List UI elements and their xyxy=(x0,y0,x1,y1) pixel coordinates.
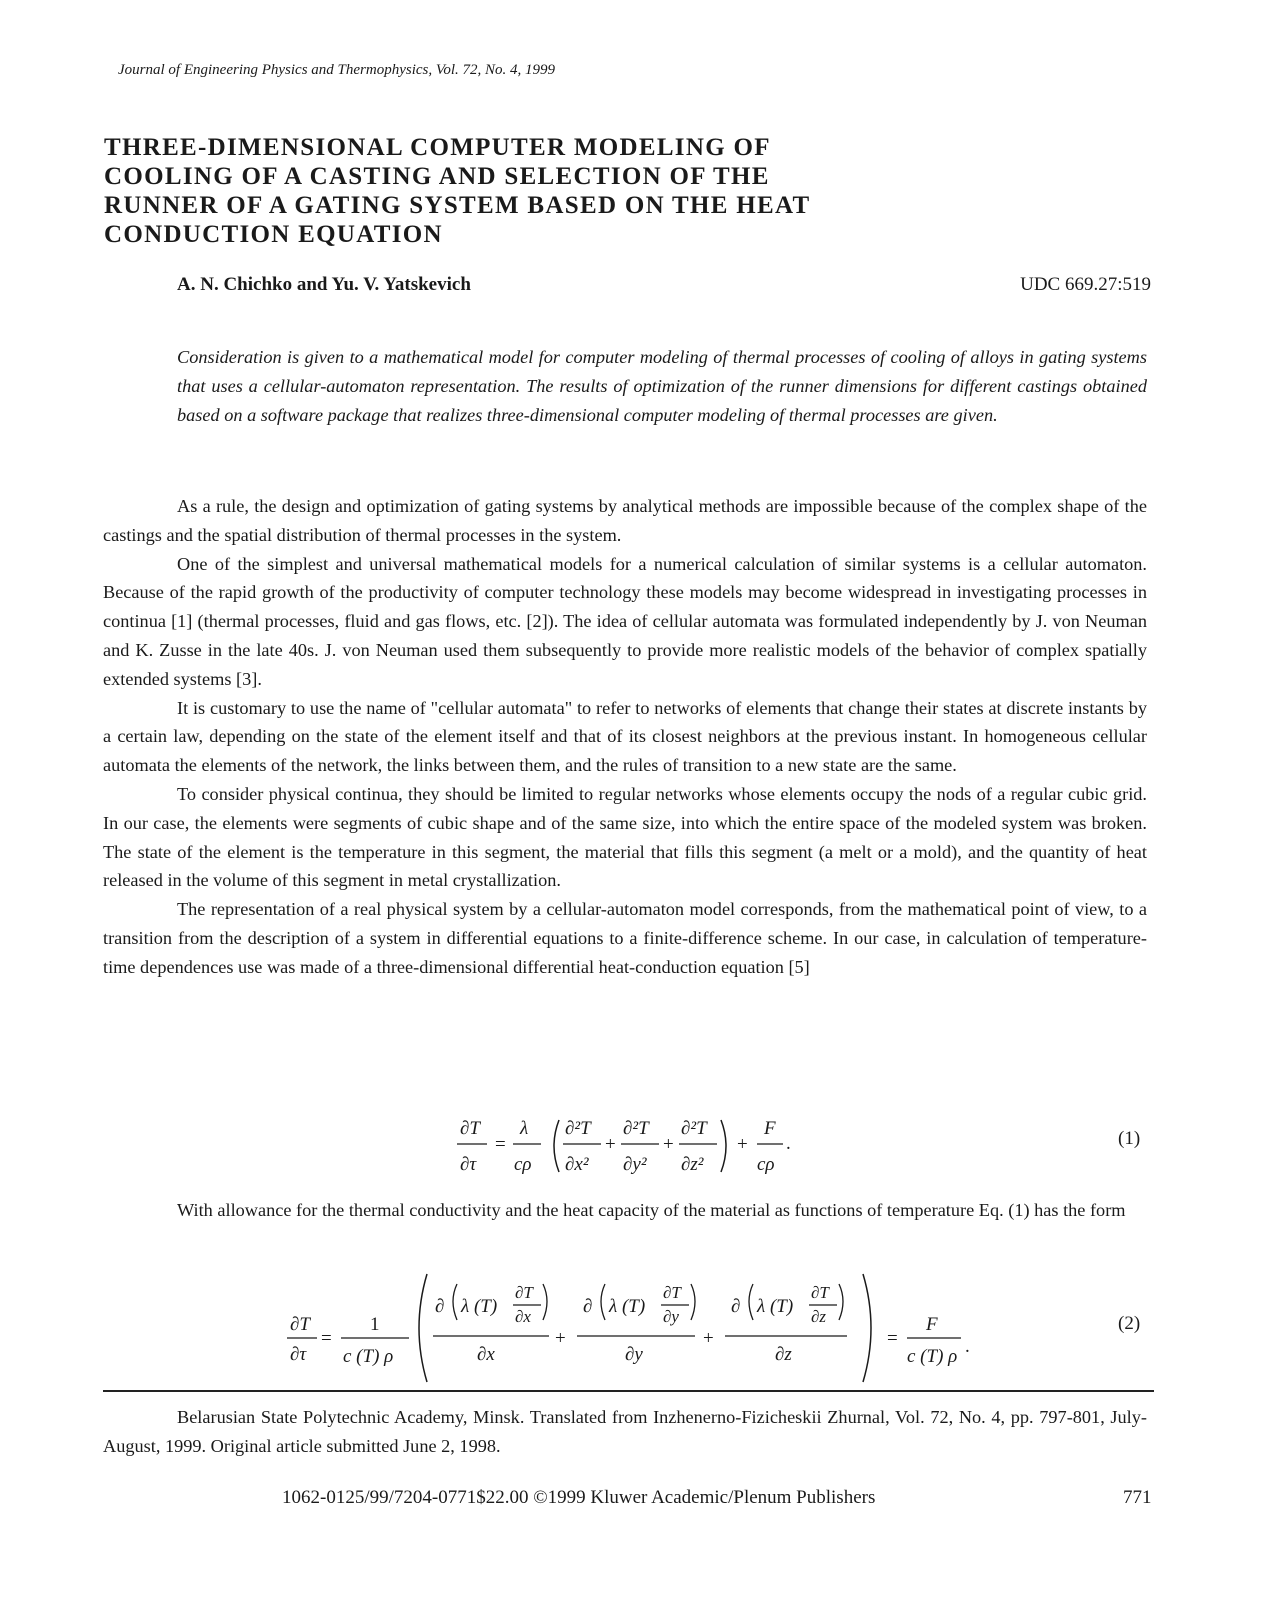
journal-header: Journal of Engineering Physics and Thermophysics, Vol. 72, No. 4, 1999 xyxy=(118,62,556,78)
eq2-partial-x: ∂ xyxy=(435,1296,445,1317)
eq1-c-rho: cρ xyxy=(514,1154,532,1175)
eq1-period: . xyxy=(786,1133,791,1154)
eq2-dx-inner: ∂x xyxy=(515,1307,531,1326)
eq1-d2T-y: ∂²T xyxy=(623,1118,649,1139)
eq2-dy: ∂y xyxy=(625,1344,643,1365)
eq1-plus: + xyxy=(663,1134,674,1155)
paragraph: The representation of a real physical system by a cellular-automaton model corresponds, from the mathematical point of view, to a transition from the description of a system in differential equations to a finite-difference scheme. In our case, in calculation of temperature-time dependences use was made of a three-dimensional differential heat-conduction equation [5] xyxy=(103,899,1147,977)
eq1-d2T-z: ∂²T xyxy=(681,1118,707,1139)
affiliation-text: Belarusian State Polytechnic Academy, Minsk. Translated from Inzhenerno-Fizicheskii Zhurnal, Vol. 72, No. 4, pp. 797-801, July-August, 1999. Original article submitted June 2, 1998. xyxy=(103,1407,1147,1456)
issn-copyright-line: 1062-0125/99/7204-0771$22.00 ©1999 Kluwer Academic/Plenum Publishers xyxy=(282,1487,876,1508)
eq2-partial-y: ∂ xyxy=(583,1296,593,1317)
eq1-dy2: ∂y² xyxy=(623,1154,647,1175)
eq1-plus: + xyxy=(737,1134,748,1155)
eq2-one: 1 xyxy=(370,1314,380,1335)
eq1-F: F xyxy=(764,1118,776,1139)
eq2-period: . xyxy=(965,1336,970,1357)
eq1-dx2: ∂x² xyxy=(565,1154,589,1175)
paragraph: With allowance for the thermal conductivity and the heat capacity of the material as functions of temperature Eq. (1) has the form xyxy=(177,1200,1126,1220)
paragraph: One of the simplest and universal mathematical models for a numerical calculation of similar systems is a cellular automaton. Because of the rapid growth of the productivity of computer technology these models may become widespread in investigating processes in continua [1] (thermal processes, fluid and gas flows, etc. [2]). The idea of cellular automata was formulated independently by J. von Neuman and K. Zusse in the late 40s. J. von Neuman used them subsequently to provide more realistic models of the behavior of complex spatially extended systems [3]. xyxy=(103,553,1147,689)
equation-2-number: (2) xyxy=(1118,1313,1141,1334)
eq2-dz: ∂z xyxy=(775,1344,792,1365)
eq2-dT: ∂T xyxy=(290,1314,310,1335)
abstract: Consideration is given to a mathematical model for computer modeling of thermal processes of cooling of alloys in gating systems that uses a cellular-automaton representation. The results of optimization of the runner dimensions for different castings obtained based on a software package that realizes three-dimensional computer modeling of thermal processes are given. xyxy=(177,347,1147,425)
eq2-dT-x: ∂T xyxy=(515,1283,533,1302)
authors: A. N. Chichko and Yu. V. Yatskevich xyxy=(177,274,471,295)
eq2-lambda-T-x: λ (T) xyxy=(461,1296,498,1317)
udc-code: UDC 669.27:519 xyxy=(1020,274,1151,295)
eq1-dtau: ∂τ xyxy=(460,1154,477,1175)
eq2-plus: + xyxy=(555,1328,566,1349)
eq2-dtau: ∂τ xyxy=(290,1344,307,1365)
eq2-lambda-T-y: λ (T) xyxy=(609,1296,646,1317)
eq1-dz2: ∂z² xyxy=(681,1154,704,1175)
article-title: THREE-DIMENSIONAL COMPUTER MODELING OF COOLING OF A CASTING AND SELECTION OF THE RUNNER OF A GATING SYSTEM BASED ON THE HEAT CONDUCTION EQUATION xyxy=(104,134,811,248)
eq1-dT: ∂T xyxy=(460,1118,480,1139)
footnote-divider xyxy=(103,1390,1154,1392)
eq2-cT-rho: c (T) ρ xyxy=(343,1346,394,1367)
equation-1 xyxy=(455,1112,795,1182)
eq2-F: F xyxy=(926,1314,938,1335)
eq1-c-rho: cρ xyxy=(757,1154,775,1175)
affiliation-footnote xyxy=(103,1403,1147,1461)
eq1-equals: = xyxy=(495,1134,506,1155)
eq2-lambda-T-z: λ (T) xyxy=(757,1296,794,1317)
paragraph: It is customary to use the name of "cellular automata" to refer to networks of elements that change their states at discrete instants by a certain law, depending on the state of the element itself and that of its closest neighbors at the previous instant. In homogeneous cellular automata the elements of the network, the links between them, and the rules of transition to a new state are the same. xyxy=(103,697,1147,776)
body-text xyxy=(103,492,1147,982)
paragraph: To consider physical continua, they should be limited to regular networks whose elements occupy the nods of a regular cubic grid. In our case, the elements were segments of cubic shape and of the same size, into which the entire space of the modeled system was broken. The state of the element is the temperature in this segment, the material that fills this segment (a melt or a mold), and the quantity of heat released in the volume of this segment in metal crystallization. xyxy=(103,783,1147,891)
paragraph: As a rule, the design and optimization of gating systems by analytical methods are impossible because of the complex shape of the castings and the spatial distribution of thermal processes in the system. xyxy=(103,496,1147,545)
eq2-partial-z: ∂ xyxy=(731,1296,741,1317)
eq2-dT-z: ∂T xyxy=(811,1283,829,1302)
body-text-continued xyxy=(103,1196,1147,1225)
eq2-dy-inner: ∂y xyxy=(663,1307,679,1326)
eq2-cT-rho-right: c (T) ρ xyxy=(907,1346,958,1367)
eq2-equals-right: = xyxy=(887,1328,898,1349)
equation-1-number: (1) xyxy=(1118,1128,1141,1149)
eq2-dx: ∂x xyxy=(477,1344,495,1365)
eq1-d2T-x: ∂²T xyxy=(565,1118,591,1139)
eq2-dT-y: ∂T xyxy=(663,1283,681,1302)
eq1-lambda: λ xyxy=(520,1118,529,1139)
equation-2 xyxy=(285,1268,995,1386)
eq1-plus: + xyxy=(605,1134,616,1155)
page-number: 771 xyxy=(1123,1487,1152,1508)
eq2-plus: + xyxy=(703,1328,714,1349)
eq2-dz-inner: ∂z xyxy=(811,1307,827,1326)
eq2-equals: = xyxy=(321,1328,332,1349)
